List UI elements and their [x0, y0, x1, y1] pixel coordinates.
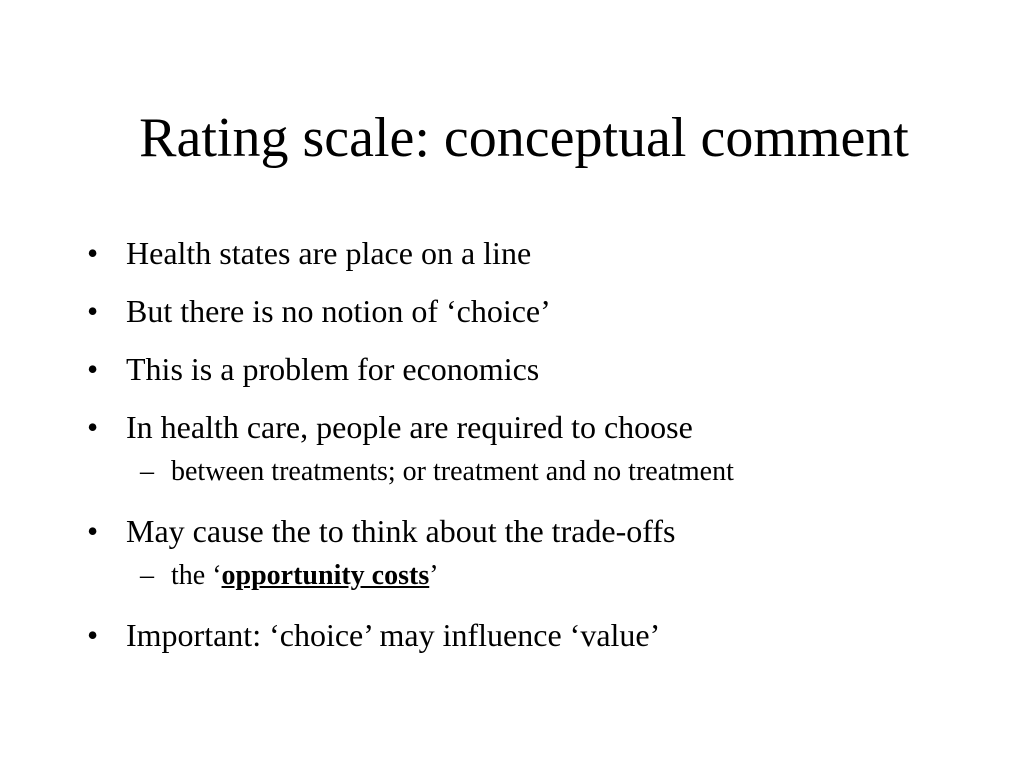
sub-bullet-text: between treatments; or treatment and no treatment — [171, 456, 734, 487]
sub-bullet-item — [0, 558, 1024, 594]
bullet-item — [0, 346, 1024, 392]
bullet-marker: • — [87, 351, 99, 387]
bullet-marker: • — [87, 293, 99, 329]
opportunity-costs-term: opportunity costs — [221, 560, 430, 591]
bullet-text: Health states are place on a line — [126, 235, 532, 271]
bullet-text: May cause the to think about the trade-offs — [126, 513, 676, 549]
sub-bullet-suffix: ’ — [429, 560, 439, 591]
sub-bullet-marker: – — [140, 456, 154, 487]
sub-bullet-prefix: the ‘ — [171, 560, 222, 591]
bullet-text: This is a problem for economics — [126, 351, 540, 387]
bullet-item — [0, 612, 1024, 658]
sub-bullet-marker: – — [140, 560, 154, 591]
bullet-item — [0, 288, 1024, 334]
sub-bullet-item — [0, 454, 1024, 490]
bullet-item — [0, 230, 1024, 276]
bullet-item — [0, 404, 1024, 450]
bullet-list — [0, 230, 1024, 670]
bullet-marker: • — [87, 409, 99, 445]
bullet-text: In health care, people are required to choose — [126, 409, 693, 445]
bullet-marker: • — [87, 235, 99, 271]
bullet-marker: • — [87, 617, 99, 653]
bullet-marker: • — [87, 513, 99, 549]
slide-title: Rating scale: conceptual comment — [139, 107, 909, 169]
bullet-item — [0, 508, 1024, 554]
bullet-text: But there is no notion of ‘choice’ — [126, 293, 551, 329]
bullet-text: Important: ‘choice’ may influence ‘value’ — [126, 617, 661, 653]
